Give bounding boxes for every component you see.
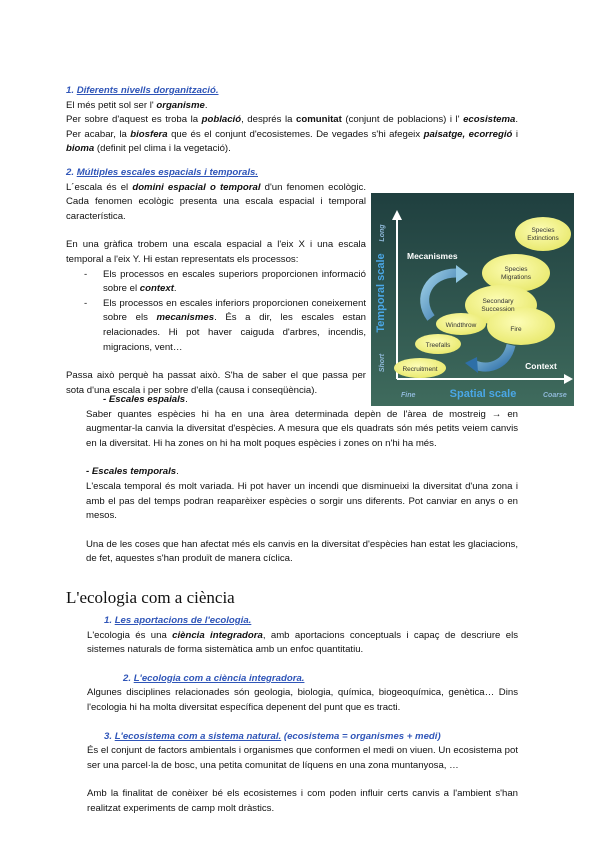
bubble-label: Succession [481, 306, 515, 313]
fine-label: Fine [401, 392, 416, 399]
paragraph: En una gràfica trobem una escala espacial a l'eix X i una escala temporal a l'eix Y. Hi estan representats els processos: [66, 239, 366, 265]
short-label: Short [379, 353, 386, 373]
y-axis-label: Temporal scale [375, 253, 387, 333]
coarse-label: Coarse [543, 392, 567, 399]
heading-link: Múltiples escales espacials i temporals. [76, 167, 258, 178]
list-item: - Els processos en escales superiors proporcionen informació sobre el context. [103, 268, 366, 297]
section-nivells [66, 84, 518, 157]
bubble-label: Fire [510, 326, 522, 333]
list-item: - Els processos en escales inferiors proporcionen coneixement sobre els mecanismes. És a dir, les escales estan relacionades. Hi pot haver caiguda d'arbres, incendis, migracions, vent… [103, 297, 366, 355]
long-label: Long [379, 224, 386, 242]
x-axis-label: Spatial scale [449, 388, 517, 400]
section-heading: 2. L'ecologia com a ciència integradora. [123, 672, 305, 684]
scale-figure [371, 193, 574, 406]
bubble-label: Treefalls [425, 342, 451, 349]
paragraph: És el conjunt de factors ambientals i organismes que conformen el medi on viuen. Un ecosistema pot ser una parcel·la de bosc, una petita comunitat de líquens en una zona muntanyosa, … [87, 745, 518, 771]
bubble-label: Species [504, 266, 528, 273]
sub-heading: - Escales espaials. [103, 394, 188, 405]
scale-diagram [371, 193, 574, 406]
sub-heading: - Escales temporals. [86, 466, 179, 478]
section-heading: 2. Múltiples escales espacials i temporals. [66, 167, 258, 178]
bubble-label: Windthrow [445, 322, 477, 329]
bubble-label: Extinctions [527, 235, 559, 242]
paragraph: Una de les coses que han afectat més els canvis en la diversitat d'espècies han estat les glaciacions, de fet, aquestes s'han produït de manera cíclica. [86, 538, 518, 565]
paragraph: L'escala temporal és molt variada. Hi pot haver un incendi que disminueixi la diversitat d'una zona i amb el pas del temps podran reaparèixer espècies o sorgir uns diferents. Pot canviar en anys o en mesos. [86, 480, 518, 522]
paragraph: Passa això perquè ha passat això. S'ha de saber el que passa per sota d'una escala i per sobre d'ella (causa i conseqüència). [66, 370, 366, 396]
section-escales [66, 166, 366, 398]
paragraph: Amb la finalitat de conèixer bé els ecosistemes i com poden influir certs canvis a l'ambient s'han realitzat experiments de camp molt dràstics. [87, 788, 518, 814]
section-ciencia [87, 614, 518, 817]
paragraph: Saber quantes espècies hi ha en una àrea determinada depèn de l'àrea de mostreig → en augmentar-la canvia la diversitat d'espècies. A mesura que els quadrats són més petits veiem canvis en la diversitat. Hi ha zones on hi ha molt poques espècies i zones on n'hi ha més. [86, 408, 518, 449]
paragraph: El més petit sol ser l' organisme. [66, 99, 208, 111]
bubble-label: Species [531, 227, 555, 234]
bubble-label: Recruitment [402, 366, 438, 373]
paragraph: Algunes disciplines relacionades són geologia, biologia, química, biogeoquímica, genètica… Dins l'ecologia hi ha molta diversitat específica depenent del punt que es tracti. [87, 687, 518, 713]
paragraph: Per sobre d'aquest es troba la població, després la comunitat (conjunt de poblacions) i l' ecosistema. Per acabar, la biosfera que és el conjunt d'ecosistemes. De vegades s'hi afegeix paisatge, ecorregió i bioma (definit pel clima i la vegetació). [66, 114, 519, 155]
mecanismes-label: Mecanismes [407, 251, 458, 261]
bubble-label: Secondary [482, 298, 514, 305]
section-heading: 1. Les aportacions de l'ecologia. [104, 615, 252, 626]
process-list [66, 268, 366, 356]
bubble-label: Migrations [501, 274, 531, 281]
page-title: L'ecologia com a ciència [66, 588, 235, 607]
context-label: Context [525, 361, 557, 371]
paragraph: L'ecologia és una ciència integradora, amb aportacions conceptuals i capaç de descriure els sistemes naturals de forma sistemàtica amb un enfoc quantitatiu. [87, 629, 518, 656]
section-heading: 1. Diferents nivells dorganització. [66, 85, 219, 96]
section-heading: 3. L'ecosistema com a sistema natural. (ecosistema = organismes + medi) [104, 730, 441, 742]
paragraph: L´escala és el domini espacial o temporal d'un fenomen ecològic. Cada fenomen ecològic presenta una escala espacial i temporal característica. [66, 181, 366, 222]
section-subescales [66, 393, 518, 567]
bubble-extinctions [515, 217, 571, 251]
heading-link: Diferents nivells dorganització. [76, 85, 219, 96]
